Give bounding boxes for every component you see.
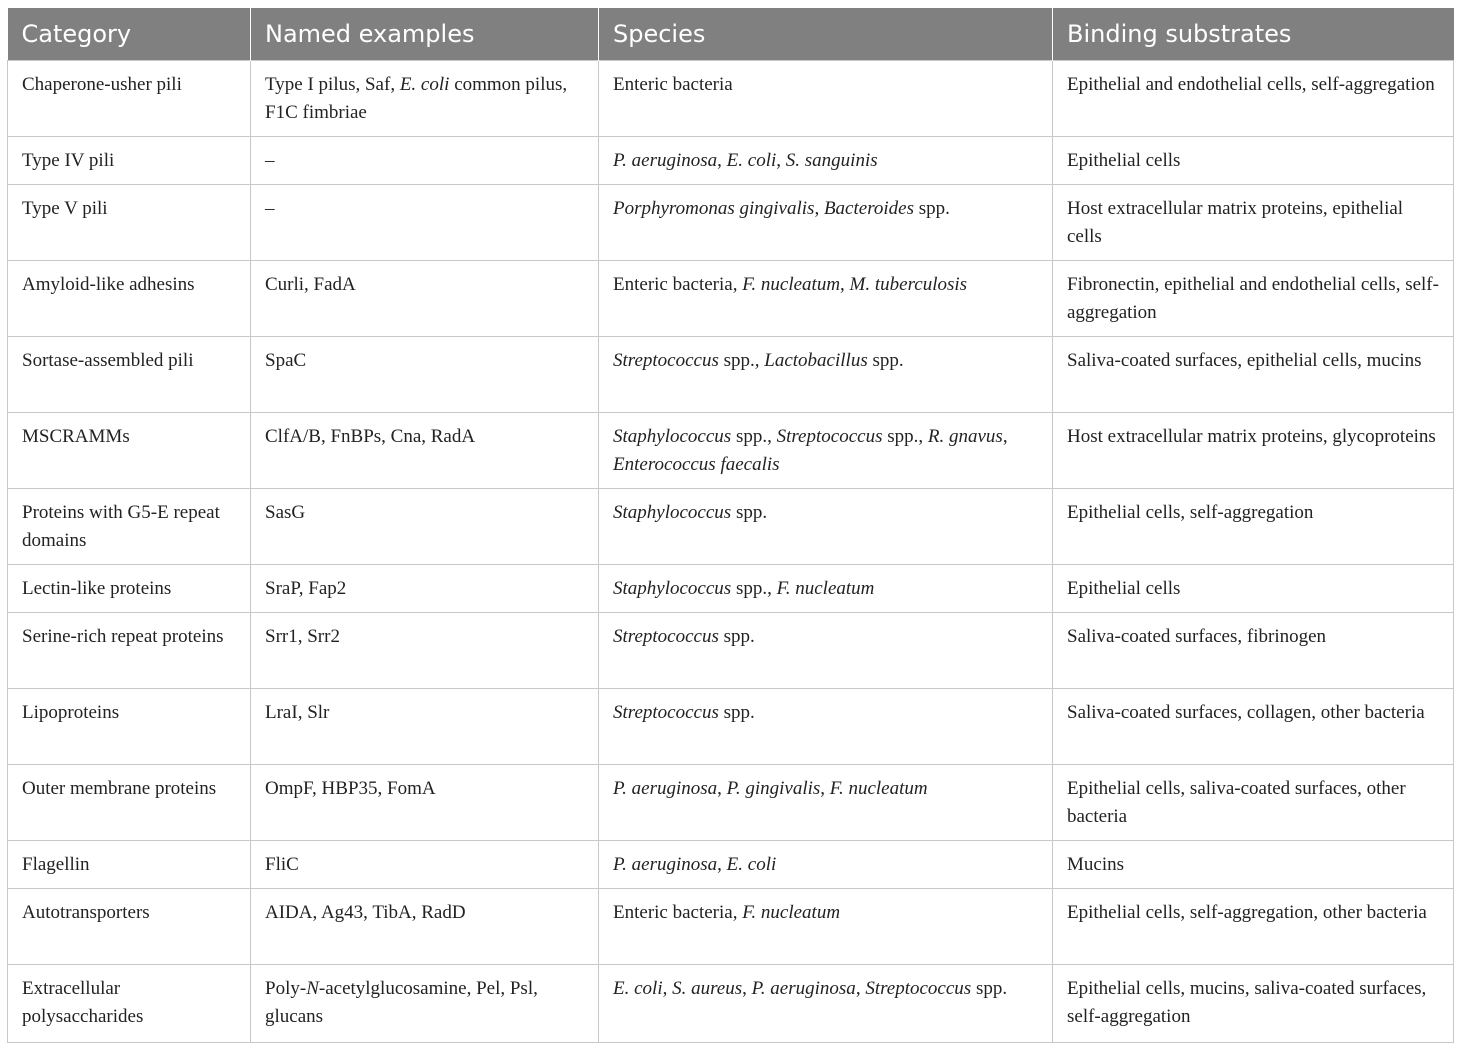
cell-named-examples: [251, 60, 599, 136]
table-row: [8, 184, 1454, 260]
header-named-examples: Named examples: [251, 8, 599, 60]
table-row: [8, 840, 1454, 888]
cell-category: Outer membrane proteins: [8, 764, 251, 840]
cell-named-examples: [251, 764, 599, 840]
italic-text: Streptococcus: [613, 701, 719, 723]
cell-binding-substrates: Epithelial cells, self-aggregation, other bacteria: [1053, 888, 1454, 964]
text-run: spp.,: [731, 577, 777, 599]
cell-binding-substrates: Epithelial cells, mucins, saliva-coated surfaces, self-aggregation: [1053, 964, 1454, 1042]
table-row: [8, 260, 1454, 336]
text-run: spp.: [913, 197, 950, 219]
italic-text: M. tuberculosis: [849, 273, 968, 295]
adhesin-table: [7, 8, 1454, 1043]
cell-binding-substrates: Mucins: [1053, 840, 1454, 888]
italic-text: F. nucleatum: [829, 777, 928, 799]
table-row: [8, 888, 1454, 964]
text-run: SraP, Fap2: [265, 577, 347, 599]
text-run: spp.: [718, 701, 755, 723]
cell-named-examples: [251, 964, 599, 1042]
table-body: [8, 60, 1454, 1042]
italic-text: Streptococcus: [613, 625, 719, 647]
text-run: Poly-: [265, 977, 307, 999]
cell-binding-substrates: Saliva-coated surfaces, fibrinogen: [1053, 612, 1454, 688]
text-run: spp.,: [718, 349, 765, 371]
text-run: –: [265, 197, 275, 219]
header-category: Category: [8, 8, 251, 60]
cell-species: [599, 764, 1053, 840]
cell-category: Amyloid-like adhesins: [8, 260, 251, 336]
table-row: [8, 412, 1454, 488]
italic-text: F. nucleatum: [776, 577, 875, 599]
cell-category: Serine-rich repeat proteins: [8, 612, 251, 688]
cell-category: Lectin-like proteins: [8, 564, 251, 612]
cell-category: Lipoproteins: [8, 688, 251, 764]
italic-text: E. coli: [399, 73, 450, 95]
cell-category: Sortase-assembled pili: [8, 336, 251, 412]
italic-text: P. gingivalis: [726, 777, 821, 799]
cell-named-examples: [251, 488, 599, 564]
italic-text: Streptococcus: [865, 977, 972, 999]
cell-named-examples: [251, 564, 599, 612]
cell-named-examples: [251, 136, 599, 184]
text-run: SasG: [265, 501, 306, 523]
cell-binding-substrates: Host extracellular matrix proteins, epithelial cells: [1053, 184, 1454, 260]
italic-text: P. aeruginosa: [613, 853, 718, 875]
text-run: Type I pilus, Saf,: [265, 73, 400, 95]
table-header: [8, 8, 1454, 60]
cell-binding-substrates: Epithelial cells: [1053, 136, 1454, 184]
text-run: AIDA, Ag43, TibA, RadD: [265, 901, 466, 923]
cell-species: [599, 136, 1053, 184]
italic-text: Bacteroides: [823, 197, 914, 219]
italic-text: P. aeruginosa: [751, 977, 856, 999]
cell-species: [599, 488, 1053, 564]
cell-species: [599, 60, 1053, 136]
cell-binding-substrates: Epithelial cells, self-aggregation: [1053, 488, 1454, 564]
italic-text: E. coli: [613, 977, 663, 999]
cell-species: [599, 184, 1053, 260]
text-run: spp.: [718, 625, 755, 647]
italic-text: E. coli: [726, 853, 777, 875]
text-run: ,: [742, 977, 752, 999]
cell-named-examples: [251, 184, 599, 260]
text-run: ,: [840, 273, 850, 295]
table-row: [8, 136, 1454, 184]
cell-category: Type IV pili: [8, 136, 251, 184]
text-run: -acetylglucosamine, Pel, Psl, glucans: [265, 977, 538, 1027]
italic-text: Staphylococcus: [613, 425, 732, 447]
italic-text: F. nucleatum: [742, 901, 841, 923]
italic-text: Staphylococcus: [613, 501, 732, 523]
cell-species: [599, 888, 1053, 964]
table-row: [8, 488, 1454, 564]
cell-named-examples: [251, 612, 599, 688]
cell-named-examples: [251, 336, 599, 412]
cell-named-examples: [251, 840, 599, 888]
italic-text: Lactobacillus: [764, 349, 868, 371]
text-run: spp.: [867, 349, 904, 371]
cell-species: [599, 964, 1053, 1042]
cell-binding-substrates: Saliva-coated surfaces, collagen, other bacteria: [1053, 688, 1454, 764]
text-run: ,: [814, 197, 824, 219]
cell-named-examples: [251, 688, 599, 764]
italic-text: S. aureus: [672, 977, 743, 999]
text-run: spp.: [971, 977, 1008, 999]
italic-text: S. sanguinis: [785, 149, 878, 171]
header-row: [8, 8, 1454, 60]
cell-binding-substrates: Fibronectin, epithelial and endothelial cells, self-aggregation: [1053, 260, 1454, 336]
italic-text: Streptococcus: [613, 349, 719, 371]
cell-binding-substrates: Epithelial cells, saliva-coated surfaces, other bacteria: [1053, 764, 1454, 840]
text-run: OmpF, HBP35, FomA: [265, 777, 436, 799]
table-row: [8, 336, 1454, 412]
italic-text: E. coli: [726, 149, 777, 171]
cell-category: Flagellin: [8, 840, 251, 888]
cell-binding-substrates: Saliva-coated surfaces, epithelial cells, mucins: [1053, 336, 1454, 412]
text-run: Srr1, Srr2: [265, 625, 340, 647]
text-run: FliC: [265, 853, 299, 875]
text-run: common pilus, F1C fimbriae: [265, 73, 568, 123]
cell-category: MSCRAMMs: [8, 412, 251, 488]
italic-text: P. aeruginosa: [613, 149, 718, 171]
text-run: ,: [776, 149, 786, 171]
cell-species: [599, 336, 1053, 412]
table-row: [8, 764, 1454, 840]
text-run: –: [265, 149, 275, 171]
text-run: ,: [662, 977, 673, 999]
header-binding-substrates: Binding substrates: [1053, 8, 1454, 60]
italic-text: F. nucleatum: [742, 273, 841, 295]
table-row: [8, 564, 1454, 612]
table-row: [8, 60, 1454, 136]
cell-binding-substrates: Host extracellular matrix proteins, glycoproteins: [1053, 412, 1454, 488]
text-run: LraI, Slr: [265, 701, 330, 723]
text-run: Enteric bacteria,: [613, 901, 743, 923]
text-run: Enteric bacteria,: [613, 273, 743, 295]
italic-text: P. aeruginosa: [613, 777, 718, 799]
cell-category: Type V pili: [8, 184, 251, 260]
cell-named-examples: [251, 260, 599, 336]
cell-species: [599, 840, 1053, 888]
cell-category: Chaperone-usher pili: [8, 60, 251, 136]
italic-text: N: [306, 977, 319, 999]
cell-binding-substrates: Epithelial cells: [1053, 564, 1454, 612]
text-run: ClfA/B, FnBPs, Cna, RadA: [265, 425, 476, 447]
text-run: ,: [855, 977, 866, 999]
text-run: spp.,: [882, 425, 928, 447]
italic-text: R. gnavus: [927, 425, 1003, 447]
italic-text: Porphyromonas gingivalis: [613, 197, 815, 219]
cell-named-examples: [251, 412, 599, 488]
header-species: Species: [599, 8, 1053, 60]
text-run: spp.,: [731, 425, 777, 447]
text-run: ,: [717, 853, 727, 875]
table-row: [8, 964, 1454, 1042]
text-run: ,: [820, 777, 830, 799]
cell-species: [599, 260, 1053, 336]
cell-binding-substrates: Epithelial and endothelial cells, self-aggregation: [1053, 60, 1454, 136]
italic-text: Enterococcus faecalis: [613, 453, 780, 475]
text-run: Enteric bacteria: [613, 73, 733, 95]
cell-species: [599, 412, 1053, 488]
text-run: spp.: [731, 501, 768, 523]
text-run: ,: [717, 777, 727, 799]
text-run: ,: [717, 149, 727, 171]
text-run: SpaC: [265, 349, 307, 371]
italic-text: Streptococcus: [776, 425, 883, 447]
cell-species: [599, 688, 1053, 764]
text-run: ,: [1002, 425, 1008, 447]
cell-species: [599, 564, 1053, 612]
cell-category: Extracellular polysaccharides: [8, 964, 251, 1042]
table-row: [8, 612, 1454, 688]
table-row: [8, 688, 1454, 764]
cell-category: Autotransporters: [8, 888, 251, 964]
text-run: Curli, FadA: [265, 273, 356, 295]
cell-species: [599, 612, 1053, 688]
italic-text: Staphylococcus: [613, 577, 732, 599]
cell-category: Proteins with G5-E repeat domains: [8, 488, 251, 564]
cell-named-examples: [251, 888, 599, 964]
